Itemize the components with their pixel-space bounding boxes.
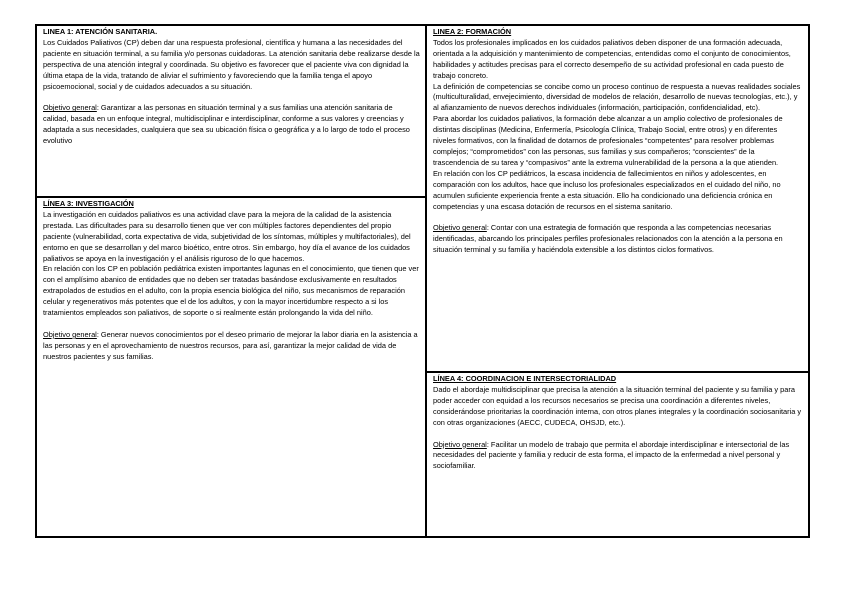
linea3-objective-label: Objetivo general bbox=[43, 329, 97, 339]
linea1-title: LINEA 1: ATENCIÓN SANITARIA. bbox=[43, 27, 158, 36]
linea1-objective-text: : Garantizar a las personas en situación terminal y a sus familias una atención sanitaria de calidad, basada en un enfoque integral, multidisciplinar e interdisciplinar, conforme a sus valores y creencias y adaptada a sus necesidades, cualquiera que sea su ubicación física o geográfica y a lo largo de todo el proceso evolutivo bbox=[43, 103, 410, 146]
linea4-objective bbox=[433, 440, 802, 473]
linea2-paragraph: La definición de competencias se concibe como un proceso continuo de respuesta a nuevas realidades sociales (multiculturalidad, envejecimiento, diversidad de modelos de relación, desarrollo de nuevas tecnologías, etc.), y al afianzamiento de nuevos derechos individuales (información, participación, confidencialidad, etc). bbox=[433, 81, 801, 113]
linea2-paragraph: Para abordar los cuidados paliativos, la formación debe alcanzar a un amplio colectivo de profesionales de distintas disciplinas (Medicina, Enfermería, Psicología Clínica, Trabajo Social, entre otros) y en diferentes niveles formativos, con la finalidad de dotarnos de profesionales “competentes” para resolver problemas complejos; “comprometidos” con las personas, sus familias y sus compañeros; “conscientes” de la trascendencia de su tarea y “compasivos” ante la extrema vulnerabilidad de la persona a la que atienden. bbox=[433, 114, 783, 167]
linea1-objective-label: Objetivo general bbox=[43, 103, 97, 113]
linea3-title: LÍNEA 3: INVESTIGACIÓN bbox=[43, 199, 134, 208]
linea4-box bbox=[425, 372, 810, 538]
linea3-objective-text: : Generar nuevos conocimientos por el deseo primario de mejorar la labor diaria en la asistencia a las personas y en el aprovechamiento de nuestros recursos, para así, garantizar la mejor calidad de vida de nuestros pacientes y sus familias. bbox=[43, 329, 418, 361]
linea4-objective-label: Objetivo general bbox=[433, 439, 487, 449]
linea4-paragraph: Dado el abordaje multidisciplinar que precisa la atención a la situación terminal del paciente y su familia y para poder acceder con equidad a los recursos necesarios se precisa una coordinación a diferentes niveles, considerándose prioritarias la coordinación interna, con otros planes integrales y la coordinación sociosanitaria y con otras organizaciones (AECC, CUDECA, OHSJD, etc.). bbox=[433, 384, 802, 427]
linea2-objective-label: Objetivo general bbox=[433, 223, 487, 233]
linea2-paragraph: Todos los profesionales implicados en los cuidados paliativos deben disponer de una formación adecuada, orientada a la adquisición y mantenimiento de competencias, entendidas como el conjunto de conocimientos, habilidades y actitudes precisas para el correcto desempeño de su actividad profesional en cada puesto de trabajo concreto. bbox=[433, 37, 791, 80]
linea2-objective bbox=[433, 223, 802, 256]
linea3-paragraph: La investigación en cuidados paliativos es una actividad clave para la mejora de la calidad de la asistencia prestada. Las dificultades para su desarrollo tienen que ver con múltiples factores dependientes del propio paciente (vulnerabilidad, corta expectativa de vida, subjetividad de los síntomas, múltiples y multifactoriales), del entorno en que se desarrollan y del marco bioético, entre otros. Sin embargo, hoy día el avance de los cuidados paliativos se apoya en la investigación y el análisis riguroso de lo que hacemos. bbox=[43, 209, 411, 263]
linea4-objective-text: : Facilitar un modelo de trabajo que permita el abordaje interdisciplinar e intersectorial de las necesidades del paciente y familia y reducir de esta forma, el impacto de la enfermedad a nivel personal y sociofamiliar. bbox=[433, 439, 790, 471]
linea4-title: LÍNEA 4: COORDINACION E INTERSECTORIALIDAD bbox=[433, 374, 617, 383]
linea2-title: LINEA 2: FORMACIÓN bbox=[433, 27, 512, 36]
linea1-paragraph: Los Cuidados Paliativos (CP) deben dar una respuesta profesional, científica y humana a las necesidades del paciente en situación terminal, a su familia y/o personas cuidadoras. La atención sanitaria debe realizarse desde la perspectiva de una atención integral y coordinada. Su objetivo es favorecer que el paciente viva con dignidad la última etapa de la vida, tratando de aliviar el sufrimiento y favoreciendo que la familia tenga el apoyo psicoemocional, social y de cuidados adecuados a su situación. bbox=[43, 37, 420, 91]
linea2-objective-text: : Contar con una estrategia de formación que responda a las competencias necesarias identificadas, abarcando los principales perfiles profesionales relacionados con la atención a la persona en situación terminal y su familia y haciéndola extensible a los distintos ciclos formativos. bbox=[433, 223, 783, 255]
linea3-paragraph: En relación con los CP en población pediátrica existen importantes lagunas en el conocimiento, que tienen que ver con el amplísimo abanico de entidades que no deben ser tratadas basándose exclusivamente en resultados extrapolados de estudios en el adulto, con la propia esencia biológica del niño, sus mecanismos de reparación celular y regenerativos más potentes que el de los adultos, y con la mayor incertidumbre respecto a si los tratamientos empleados son paliativos, de soporte o si realmente están prolongando la vida del niño. bbox=[43, 264, 419, 318]
linea2-paragraph: En relación con los CP pediátricos, la escasa incidencia de fallecimientos en niños y adolescentes, en comparación con los adultos, hace que incluso los profesionales especializados en el cuidado del niño, no acumulen suficiente experiencia frente a esta situación. Ello ha condicionado una deficiencia crónica en competencias y una escasa dotación de recursos en el sistema sanitario. bbox=[433, 168, 781, 211]
linea3-objective bbox=[43, 330, 420, 363]
linea3-box bbox=[35, 197, 427, 538]
linea2-box bbox=[425, 24, 810, 373]
linea1-objective bbox=[43, 103, 420, 147]
linea1-box bbox=[35, 24, 427, 198]
